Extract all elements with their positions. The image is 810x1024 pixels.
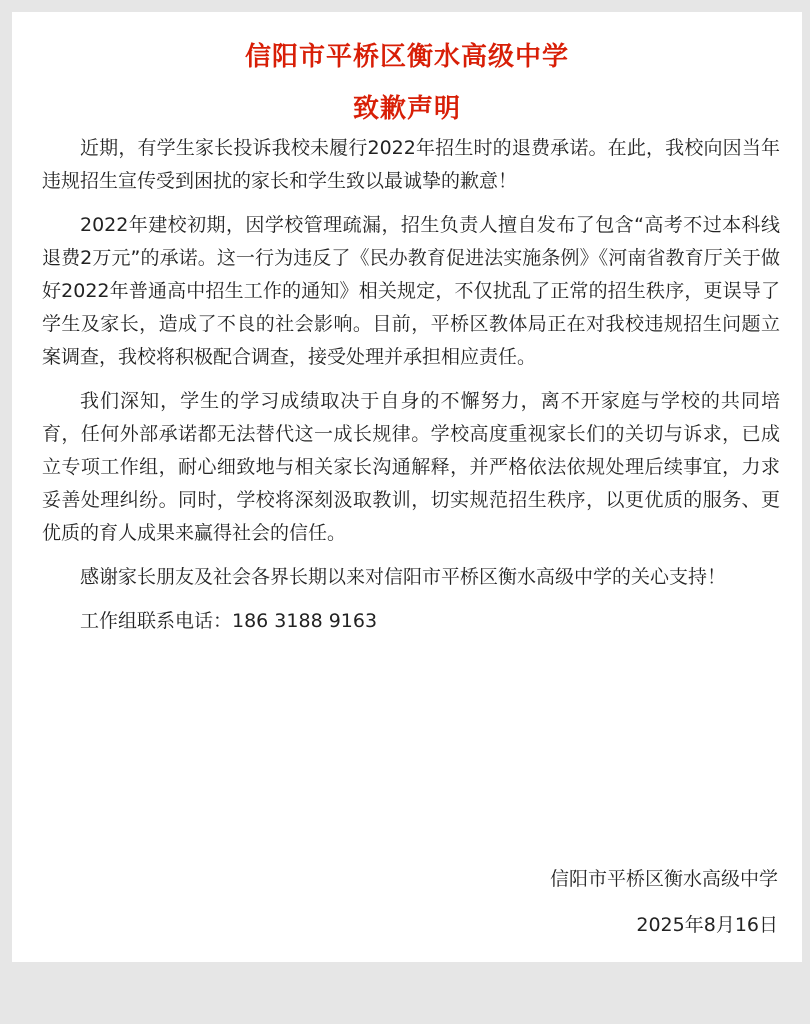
document-body	[42, 132, 780, 649]
paragraph: 我们深知，学生的学习成绩取决于自身的不懈努力，离不开家庭与学校的共同培育，任何外部承诺都无法替代这一成长规律。学校高度重视家长们的关切与诉求，已成立专项工作组，耐心细致地与相关家长沟通解释，并严格依法依规处理后续事宜，力求妥善处理纠纷。同时，学校将深刻汲取教训，切实规范招生秩序，以更优质的服务、更优质的育人成果来赢得社会的信任。	[42, 390, 780, 544]
paragraph: 2022年建校初期，因学校管理疏漏，招生负责人擅自发布了包含“高考不过本科线退费2万元”的承诺。这一行为违反了《民办教育促进法实施条例》《河南省教育厅关于做好2022年普通高中招生工作的通知》相关规定，不仅扰乱了正常的招生秩序，更误导了学生及家长，造成了不良的社会影响。目前，平桥区教体局正在对我校违规招生问题立案调查，我校将积极配合调查，接受处理并承担相应责任。	[42, 214, 780, 368]
document-page	[12, 12, 802, 962]
signature-date: 2025年8月16日	[636, 914, 778, 936]
paragraph: 感谢家长朋友及社会各界长期以来对信阳市平桥区衡水高级中学的关心支持！	[80, 566, 727, 588]
document-subtitle: 致歉声明	[352, 94, 461, 124]
paragraph: 近期，有学生家长投诉我校未履行2022年招生时的退费承诺。在此，我校向因当年违规招生宣传受到困扰的家长和学生致以最诚挚的歉意！	[42, 137, 780, 192]
contact-phone: 工作组联系电话：186 3188 9163	[80, 610, 378, 632]
signature-organization: 信阳市平桥区衡水高级中学	[549, 868, 778, 890]
document-title: 信阳市平桥区衡水高级中学	[244, 42, 569, 72]
